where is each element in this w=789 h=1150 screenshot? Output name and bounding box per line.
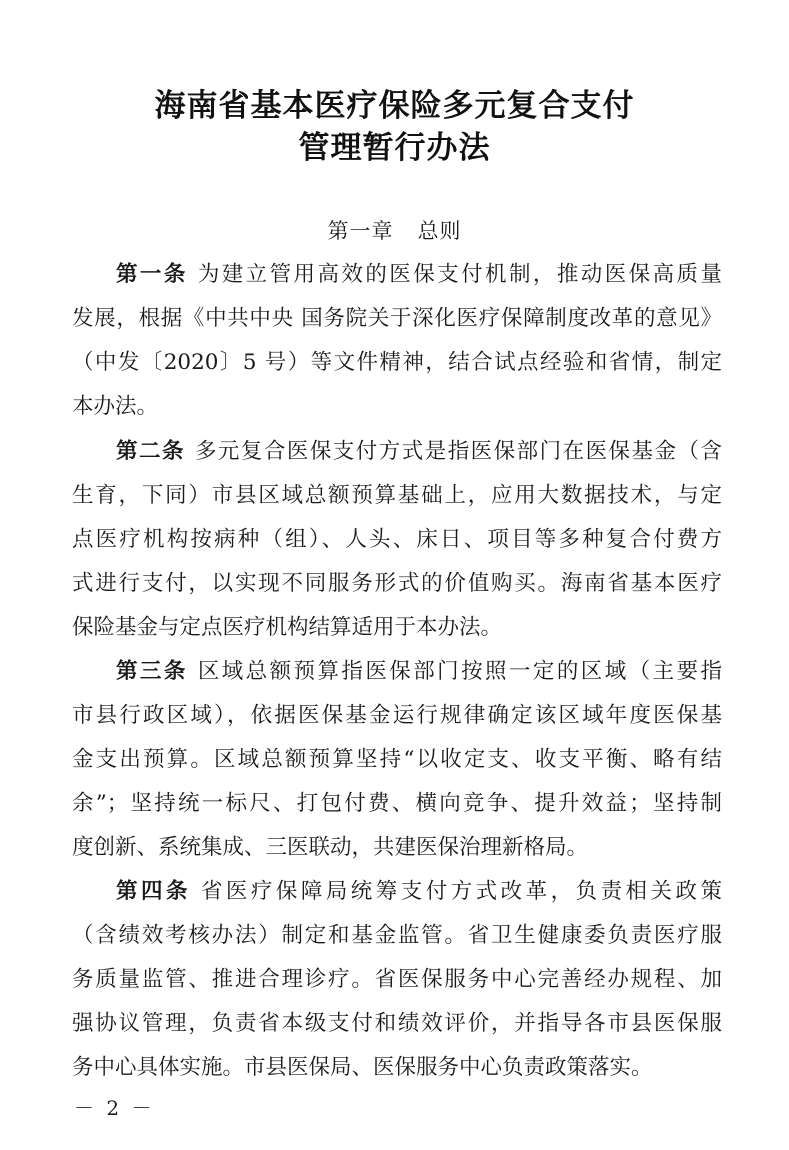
article-1-line-2: 发展，根据《中共中央 国务院关于深化医疗保障制度改革的意见》	[72, 306, 722, 331]
article-1-label: 第一条	[116, 262, 188, 287]
article-3-line-2: 市县行政区域），依据医保基金运行规律确定该区域年度医保基	[72, 703, 722, 728]
article-text: 省医疗保障局统筹支付方式改革，负责相关政策	[200, 879, 722, 904]
document-title-line2: 管理暂行办法	[298, 130, 491, 166]
document-title-line1: 海南省基本医疗保险多元复合支付	[154, 88, 635, 124]
article-4-line-5: 务中心具体实施。市县医保局、医保服务中心负责政策落实。	[72, 1055, 653, 1080]
article-2-line-4: 式进行支付，以实现不同服务形式的价值购买。海南省基本医疗	[72, 571, 722, 596]
article-text: 为建立管用高效的医保支付机制，推动医保高质量	[197, 262, 722, 287]
article-3-label: 第三条	[116, 659, 188, 684]
article-2-line-5: 保险基金与定点医疗机构结算适用于本办法。	[72, 615, 503, 640]
article-text: 区域总额预算指医保部门按照一定的区域（主要指	[197, 659, 722, 684]
article-2-line-3: 点医疗机构按病种（组）、人头、床日、项目等多种复合付费方	[72, 527, 722, 552]
chapter-heading	[0, 216, 789, 246]
article-4-label: 第四条	[116, 879, 191, 904]
article-2-line-1	[116, 430, 722, 474]
article-4-line-1	[116, 870, 722, 914]
chapter-name: 总则	[417, 219, 462, 243]
chapter-label: 第一章	[327, 219, 394, 243]
article-1-line-3: （中发〔2020〕5 号）等文件精神，结合试点经验和省情，制定	[72, 350, 722, 375]
article-3-line-4: 余”；坚持统一标尺、打包付费、横向竞争、提升效益；坚持制	[72, 791, 722, 816]
article-2-label: 第二条	[116, 439, 185, 464]
page-number: － 2 －	[74, 1096, 155, 1120]
article-3-line-5: 度创新、系统集成、三医联动，共建医保治理新格局。	[72, 835, 589, 860]
article-1-line-4: 本办法。	[72, 394, 159, 419]
article-2-line-2: 生育，下同）市县区域总额预算基础上，应用大数据技术，与定	[72, 483, 722, 508]
article-3-line-1	[116, 650, 722, 694]
article-4-line-3: 务质量监管、推进合理诊疗。省医保服务中心完善经办规程、加	[72, 967, 722, 992]
article-3-line-3: 金支出预算。区域总额预算坚持“以收定支、收支平衡、略有结	[72, 747, 722, 772]
article-text: 多元复合医保支付方式是指医保部门在医保基金（含	[194, 439, 722, 464]
article-4-line-4: 强协议管理，负责省本级支付和绩效评价，并指导各市县医保服	[72, 1011, 722, 1036]
article-1-line-1	[116, 253, 722, 297]
article-4-line-2: （含绩效考核办法）制定和基金监管。省卫生健康委负责医疗服	[72, 923, 722, 948]
